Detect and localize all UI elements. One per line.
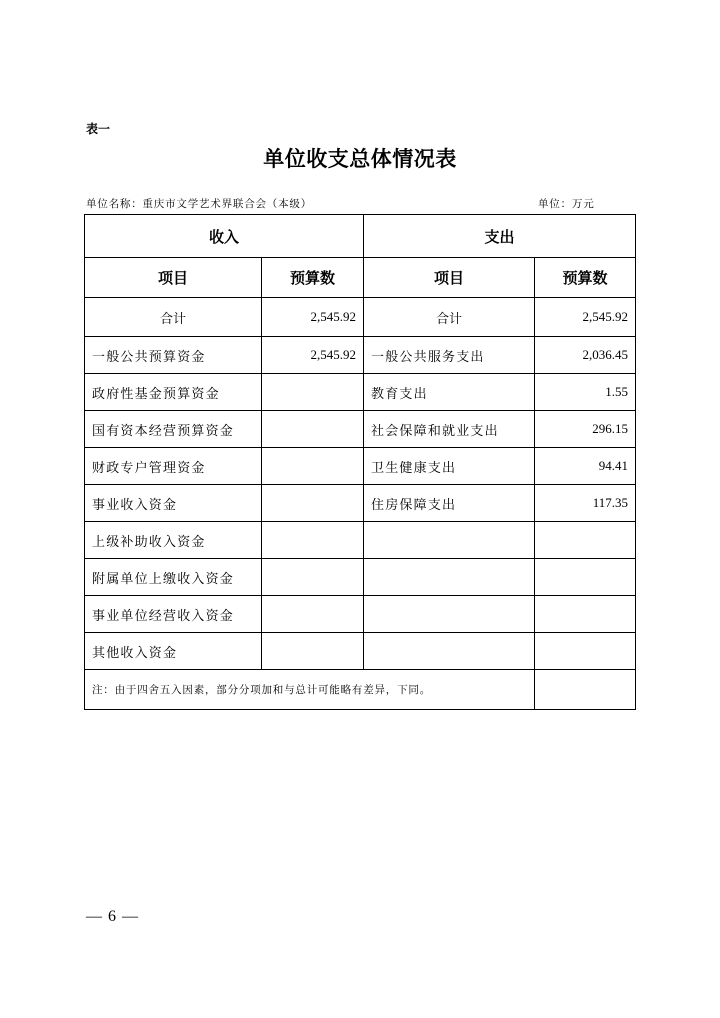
expense-item-label: 教育支出 bbox=[364, 374, 535, 411]
income-budget-value: 2,545.92 bbox=[262, 337, 364, 374]
total-row bbox=[85, 298, 636, 337]
expense-budget-value bbox=[535, 596, 636, 633]
table-row bbox=[85, 596, 636, 633]
income-budget-value bbox=[262, 374, 364, 411]
expense-header: 支出 bbox=[364, 215, 636, 258]
income-budget-value bbox=[262, 633, 364, 670]
income-total-value: 2,545.92 bbox=[262, 298, 364, 337]
table-row bbox=[85, 485, 636, 522]
unit-label: 单位：万元 bbox=[538, 198, 595, 210]
income-item-label: 一般公共预算资金 bbox=[85, 337, 262, 374]
expense-budget-header: 预算数 bbox=[535, 258, 636, 298]
expense-item-label bbox=[364, 522, 535, 559]
income-budget-value bbox=[262, 559, 364, 596]
income-item-label: 事业收入资金 bbox=[85, 485, 262, 522]
table-note: 注：由于四舍五入因素，部分分项加和与总计可能略有差异，下同。 bbox=[85, 670, 535, 710]
income-item-label: 政府性基金预算资金 bbox=[85, 374, 262, 411]
expense-item-label: 卫生健康支出 bbox=[364, 448, 535, 485]
income-item-label: 附属单位上缴收入资金 bbox=[85, 559, 262, 596]
income-total-label: 合计 bbox=[85, 298, 262, 337]
expense-item-label bbox=[364, 596, 535, 633]
income-item-header: 项目 bbox=[85, 258, 262, 298]
table-row bbox=[85, 337, 636, 374]
table-row bbox=[85, 374, 636, 411]
expense-item-label bbox=[364, 559, 535, 596]
expense-item-label: 住房保障支出 bbox=[364, 485, 535, 522]
income-budget-value bbox=[262, 411, 364, 448]
expense-item-label: 一般公共服务支出 bbox=[364, 337, 535, 374]
expense-budget-value: 1.55 bbox=[535, 374, 636, 411]
income-budget-value bbox=[262, 485, 364, 522]
expense-item-header: 项目 bbox=[364, 258, 535, 298]
page-title: 单位收支总体情况表 bbox=[263, 147, 457, 171]
table-row bbox=[85, 559, 636, 596]
expense-budget-value bbox=[535, 559, 636, 596]
income-item-label: 事业单位经营收入资金 bbox=[85, 596, 262, 633]
page-number: — 6 — bbox=[86, 908, 139, 925]
income-item-label: 财政专户管理资金 bbox=[85, 448, 262, 485]
income-item-label: 其他收入资金 bbox=[85, 633, 262, 670]
table-row bbox=[85, 633, 636, 670]
income-item-label: 国有资本经营预算资金 bbox=[85, 411, 262, 448]
income-budget-header: 预算数 bbox=[262, 258, 364, 298]
expense-item-label bbox=[364, 633, 535, 670]
income-budget-value bbox=[262, 448, 364, 485]
expense-budget-value: 2,036.45 bbox=[535, 337, 636, 374]
expense-budget-value: 117.35 bbox=[535, 485, 636, 522]
table-label: 表一 bbox=[86, 122, 111, 136]
expense-budget-value: 296.15 bbox=[535, 411, 636, 448]
income-item-label: 上级补助收入资金 bbox=[85, 522, 262, 559]
header-row-sections bbox=[85, 215, 636, 258]
table-row bbox=[85, 411, 636, 448]
expense-total-label: 合计 bbox=[364, 298, 535, 337]
table-row bbox=[85, 448, 636, 485]
expense-budget-value bbox=[535, 522, 636, 559]
note-row bbox=[85, 670, 636, 710]
expense-budget-value bbox=[535, 633, 636, 670]
expense-total-value: 2,545.92 bbox=[535, 298, 636, 337]
budget-table bbox=[84, 214, 636, 710]
income-budget-value bbox=[262, 522, 364, 559]
income-budget-value bbox=[262, 596, 364, 633]
note-empty-cell bbox=[535, 670, 636, 710]
expense-item-label: 社会保障和就业支出 bbox=[364, 411, 535, 448]
unit-name: 单位名称：重庆市文学艺术界联合会（本级） bbox=[86, 198, 312, 210]
table-row bbox=[85, 522, 636, 559]
header-row-columns bbox=[85, 258, 636, 298]
income-header: 收入 bbox=[85, 215, 364, 258]
expense-budget-value: 94.41 bbox=[535, 448, 636, 485]
